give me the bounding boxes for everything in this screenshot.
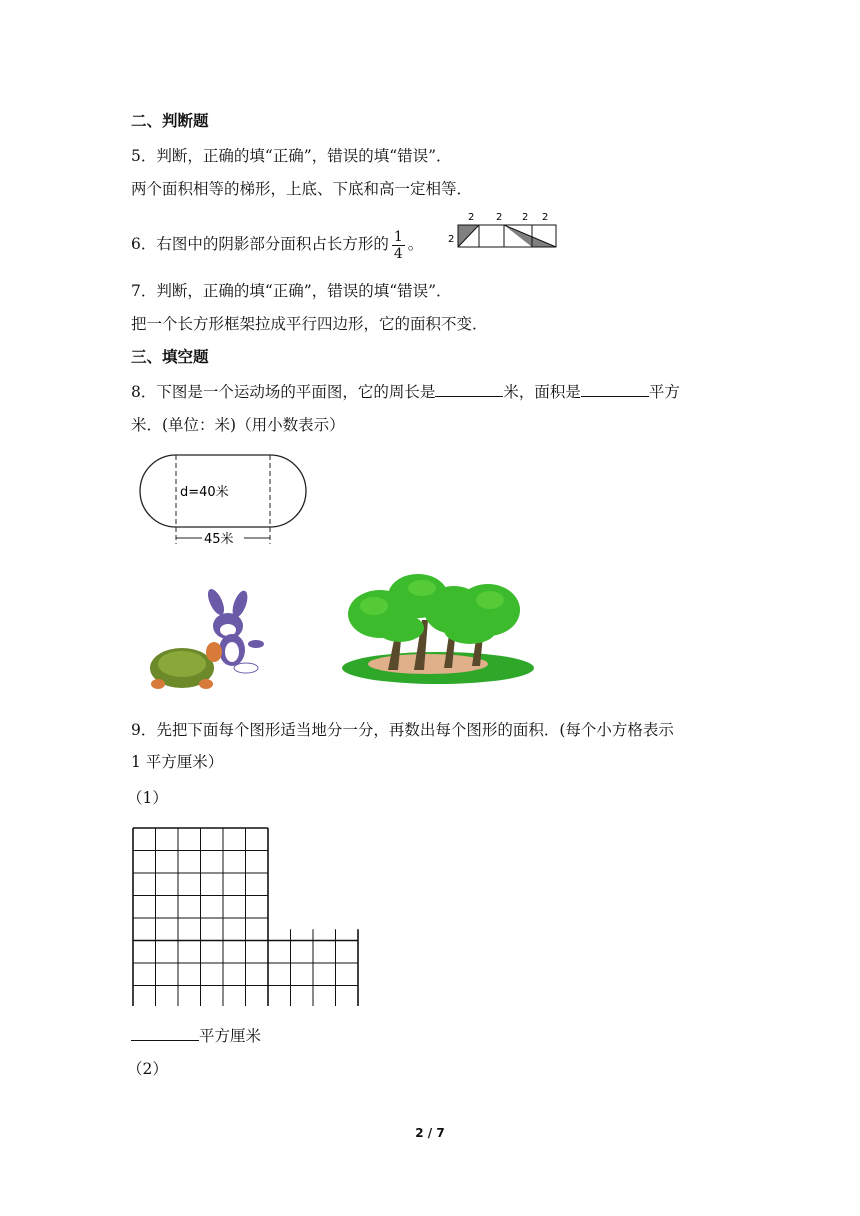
q8-line1 [131,381,680,403]
section-heading-judgement: 二、判断题 [131,111,209,130]
q5-statement: 两个面积相等的梯形，上底、下底和高一定相等． [131,180,473,198]
q6-top-label-4: 2 [542,212,549,223]
turtle-image [150,642,222,689]
q9-part1-label: （1） [127,789,168,807]
q6-fraction [392,229,405,262]
q5-prompt: 5．判断，正确的填“正确”，错误的填“错误”． [131,147,452,165]
q8-line2: 米．(单位：米)（用小数表示） [131,416,345,434]
q6-top-label-3: 2 [522,212,529,223]
q9-answer-blank[interactable] [131,1026,199,1041]
q9-grid-figure [130,826,364,1006]
q8-area-blank[interactable] [581,382,649,397]
q6-side-label: 2 [448,234,455,245]
trees-illustration [338,570,534,686]
q9-line2: 1 平方厘米） [131,753,224,771]
q7-prompt: 7．判断，正确的填“正确”，错误的填“错误”． [131,282,452,300]
rabbit-and-turtle-illustration [144,588,270,698]
q6-text [131,222,423,266]
q6-text-before: 6．右图中的阴影部分面积占长方形的 [131,235,389,253]
q7-statement: 把一个长方形框架拉成平行四边形，它的面积不变． [131,315,488,333]
q9-answer-unit: 平方厘米 [199,1027,262,1045]
q9-answer-line [131,1025,261,1047]
q8-line1-part-c: 平方 [648,383,680,401]
q6-rectangle-figure [446,208,560,250]
q6-top-label-1: 2 [468,212,475,223]
q6-denominator: 4 [393,245,403,262]
q8-stadium-figure [136,452,314,548]
page-number: 2 / 7 [415,1126,445,1140]
q8-diameter-label: d=40米 [180,485,229,500]
q6-top-label-2: 2 [496,212,503,223]
q8-line1-part-a: 8．下图是一个运动场的平面图，它的周长是 [131,383,436,401]
q9-line1: 9．先把下面每个图形适当地分一分，再数出每个图形的面积．(每个小方格表示 [131,721,674,739]
q8-line1-part-b: 米，面积是 [503,383,581,401]
q6-text-after: 。 [407,235,424,253]
section-heading-fill-in: 三、填空题 [131,347,209,366]
q8-perimeter-blank[interactable] [435,382,503,397]
q8-length-label: 45米 [204,532,234,547]
q6-numerator: 1 [393,228,403,245]
q9-part2-label: （2） [127,1060,168,1078]
